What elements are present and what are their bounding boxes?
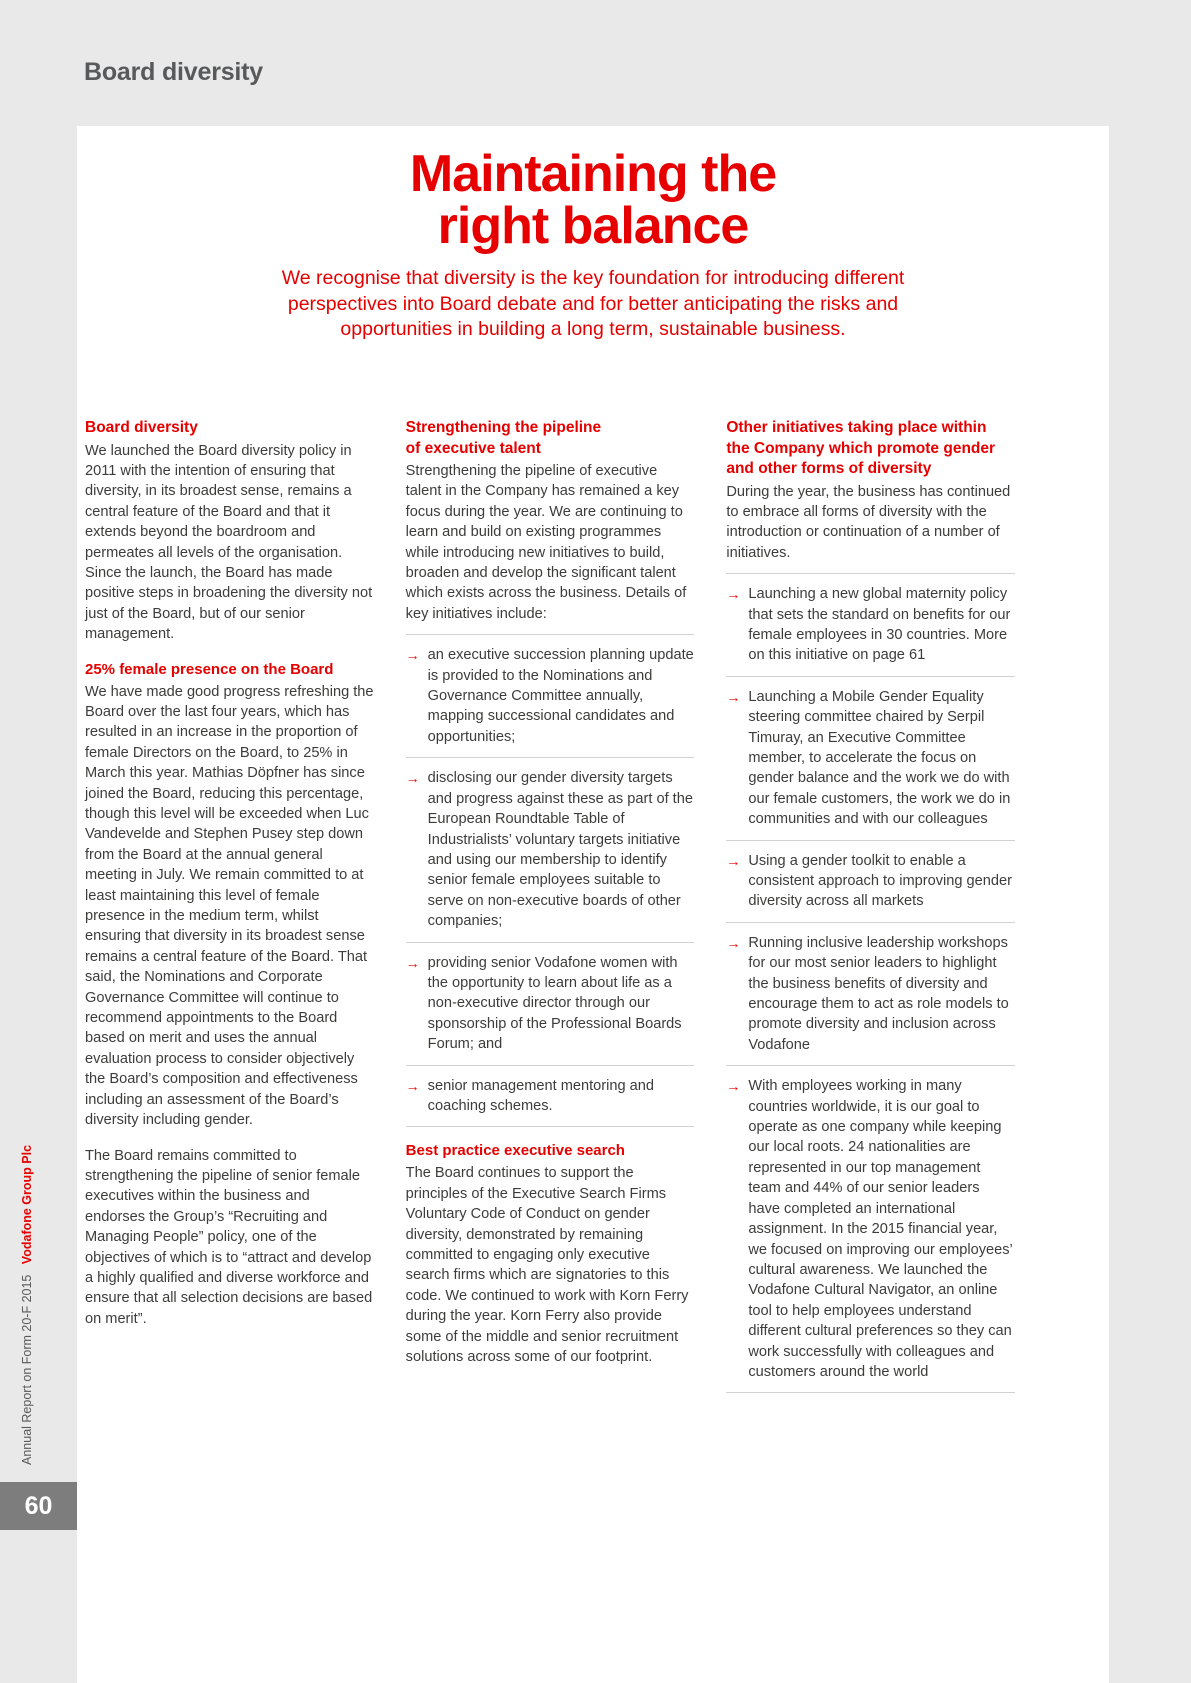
list-item-text: disclosing our gender diversity targets and progress against these as part of the European Roundtable Table of Industrialists’ voluntary targets initiative and using our membership to identify senior female employees suitable to serve on non-executive boards of other companies; — [427, 770, 693, 930]
column-right — [726, 418, 1015, 1393]
list-item — [726, 841, 1015, 923]
hero-subtitle: We recognise that diversity is the key foundation for introducing different perspectives into Board debate and for better anticipating the risks and opportunities in building a long term, sustainable business. — [281, 267, 905, 340]
middle-paragraph-2: The Board continues to support the principles of the Executive Search Firms Voluntary Code of Conduct on gender diversity, demonstrated by remaining committed to engaging only executive search firms which are signatories to this code. We continued to work with Korn Ferry during the year. Korn Ferry also provide some of the middle and senior recruitment solutions across some of our footprint. — [405, 1165, 689, 1366]
right-column-heading — [726, 418, 1015, 480]
spine-footer — [20, 1144, 34, 1465]
middle-heading-line-1: Strengthening the pipeline — [405, 419, 602, 436]
list-item — [406, 635, 695, 758]
middle-heading-line-2: of executive talent — [405, 439, 541, 457]
arrow-icon: → — [726, 688, 741, 705]
arrow-icon: → — [405, 1077, 420, 1094]
arrow-icon: → — [726, 586, 741, 603]
right-heading-line-2: the Company which promote gender — [726, 439, 996, 457]
arrow-icon: → — [726, 1078, 741, 1095]
list-item — [726, 1066, 1015, 1393]
page-header — [0, 0, 1191, 126]
list-item — [406, 1066, 695, 1128]
body-columns — [85, 418, 1015, 1393]
hero-title-line-1: Maintaining the — [409, 145, 777, 203]
list-item-text: Running inclusive leadership workshops for our most senior leaders to highlight the business benefits of diversity and encourage them to act as role models to promote diversity and inclusion across Vodafone — [748, 934, 1009, 1053]
right-heading-line-3: and other forms of diversity — [726, 460, 932, 477]
middle-column-heading — [406, 418, 695, 459]
right-heading-line-1: Other initiatives taking place within — [726, 419, 987, 436]
left-column-heading: Board diversity — [85, 419, 198, 436]
right-paragraph-1: During the year, the business has continued to embrace all forms of diversity with the introduction or continuation of a number of initiatives. — [726, 483, 1011, 561]
list-item-text: Launching a Mobile Gender Equality steering committee chaired by Serpil Timuray, an Executive Committee member, to accelerate the focus on gender balance and the work we do with our female customers, the work we do in communities and with our colleagues — [748, 688, 1011, 828]
spine-brand-label: Vodafone Group Plc — [20, 1144, 34, 1265]
page-title: Board diversity — [84, 58, 264, 86]
right-bullet-list — [726, 573, 1015, 1393]
list-item — [406, 943, 695, 1066]
hero-title-line-2: right balance — [437, 197, 749, 255]
middle-subheading: Best practice executive search — [405, 1142, 625, 1160]
list-item — [726, 574, 1015, 677]
list-item-text: providing senior Vodafone women with the opportunity to learn about life as a non-executive director through our sponsorship of the Professional Boards Forum; and — [427, 954, 682, 1053]
column-left — [85, 418, 374, 1393]
hero-title — [77, 126, 1109, 255]
list-item — [726, 923, 1015, 1066]
spine-doc-label: Annual Report on Form 20-F 2015 — [20, 1274, 34, 1465]
arrow-icon: → — [405, 770, 420, 787]
arrow-icon: → — [405, 954, 420, 971]
list-item — [726, 677, 1015, 841]
left-margin-strip — [0, 0, 77, 1683]
left-subheading: 25% female presence on the Board — [85, 660, 334, 678]
middle-paragraph-1: Strengthening the pipeline of executive talent in the Company has remained a key focus during the year. We are continuing to learn and build on existing programmes while introducing new initiatives to build, broaden and develop the significant talent which exists across the business. Details of key initiatives include: — [405, 463, 687, 622]
left-paragraph-3: The Board remains committed to strengthening the pipeline of senior female executives within the business and endorses the Group’s “Recruiting and Managing People” policy, one of the objectives of which is to “attract and develop a highly qualified and diverse workforce and ensure that all selection decisions are based on merit”. — [85, 1147, 373, 1327]
column-middle — [406, 418, 695, 1393]
arrow-icon: → — [726, 934, 741, 951]
list-item-text: With employees working in many countries worldwide, it is our goal to operate as one company while keeping our local roots. 24 nationalities are represented in our top management team and 44% of our senior leaders have completed an international assignment. In the 2015 financial year, we focused on improving our employees’ cultural awareness. We launched the Vodafone Cultural Navigator, an online tool to help employees understand different cultural preferences so they can work successfully with colleagues and customers around the world — [748, 1078, 1013, 1380]
list-item-text: senior management mentoring and coaching schemes. — [427, 1077, 655, 1114]
list-item-text: Launching a new global maternity policy that sets the standard on benefits for our female employees in 30 countries. More on this initiative on page 61 — [748, 586, 1011, 664]
list-item — [406, 758, 695, 942]
arrow-icon: → — [405, 647, 420, 664]
list-item-text: Using a gender toolkit to enable a consistent approach to improving gender diversity across all markets — [748, 852, 1013, 910]
left-paragraph-2: We have made good progress refreshing the Board over the last four years, which has resulted in an increase in the proportion of female Directors on the Board, to 25% in March this year. Mathias Döpfner has since joined the Board, reducing this percentage, though this level will be exceeded when Luc Vandevelde and Stephen Pusey step down from the Board at the annual general meeting in July. We remain committed to at least maintaining this level of female presence in the medium term, whilst ensuring that diversity in its broadest sense remains a central feature of the Board. That said, the Nominations and Corporate Governance Committee will continue to recommend appointments to the Board based on merit and uses the annual evaluation process to consider objectively the Board’s composition and effectiveness including an assessment of the Board’s diversity including gender. — [85, 683, 374, 1129]
arrow-icon: → — [726, 852, 741, 869]
middle-bullet-list — [406, 634, 695, 1127]
page-number: 60 — [0, 1482, 77, 1530]
hero-section — [77, 126, 1109, 343]
list-item-text: an executive succession planning update is provided to the Nominations and Governance Committee annually, mapping successional candidates and opportunities; — [427, 647, 694, 745]
left-paragraph-1: We launched the Board diversity policy in 2011 with the intention of ensuring that diversity, in its broadest sense, remains a central feature of the Board and that it extends beyond the boardroom and permeates all levels of the organisation. Since the launch, the Board has made positive steps in broadening the diversity not just of the Board, but of our senior management. — [85, 442, 373, 643]
